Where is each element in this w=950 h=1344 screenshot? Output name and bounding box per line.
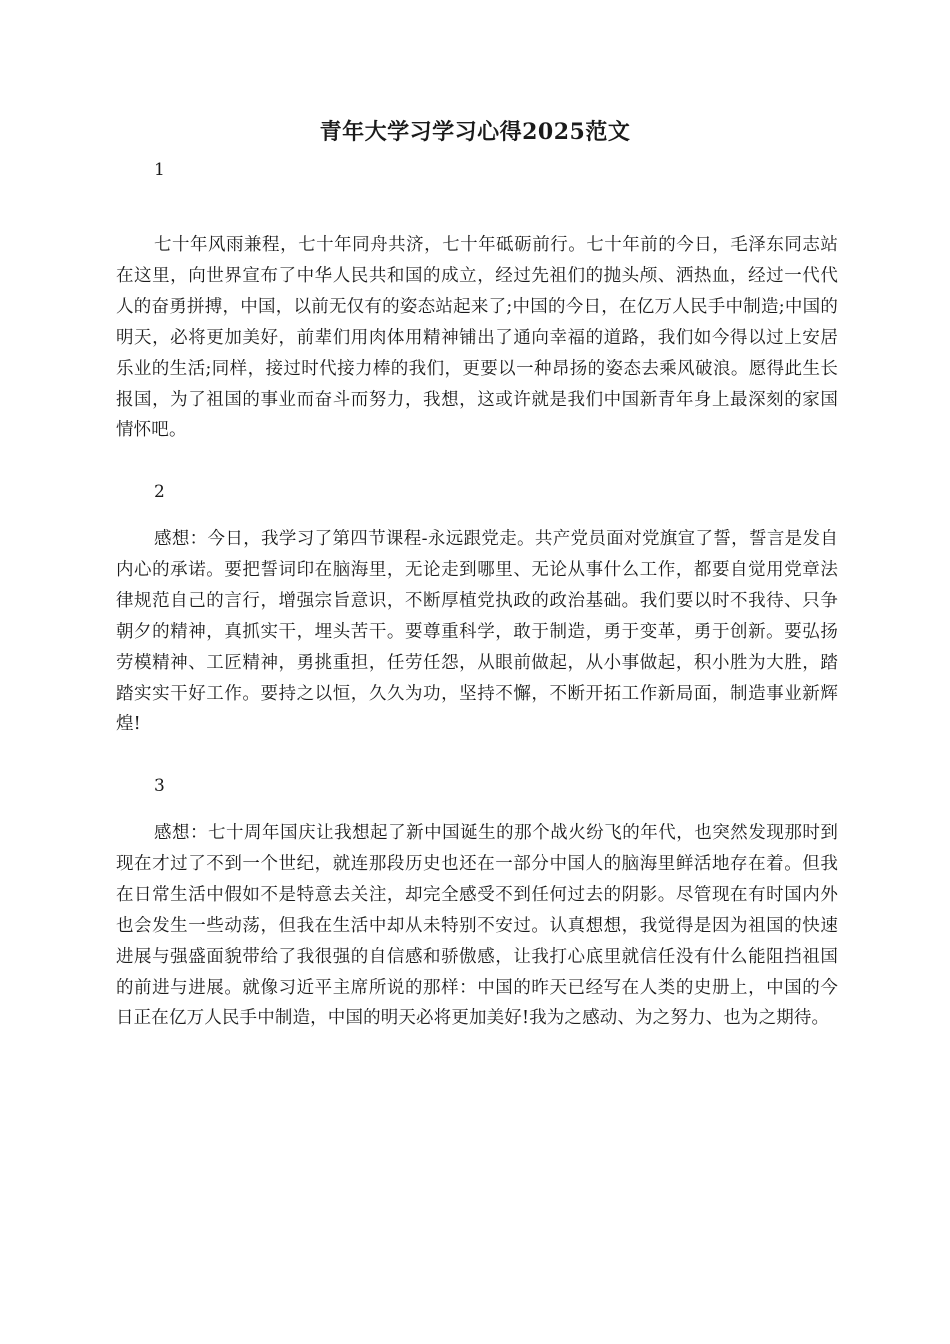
section-number-2: 2 (154, 482, 165, 502)
section-paragraph-2: 感想：今日，我学习了第四节课程-永远跟党走。共产党员面对党旗宣了誓，誓言是发自内心的承诺。要把誓词印在脑海里，无论走到哪里、无论从事什么工作，都要自觉用党章法律规范自己的言行，增强宗旨意识，不断厚植党执政的政治基础。我们要以时不我待、只争朝夕的精神，真抓实干，埋头苦干。要尊重科学，敢于制造，勇于变革，勇于创新。要弘扬劳模精神、工匠精神，勇挑重担，任劳任怨，从眼前做起，从小事做起，积小胜为大胜，踏踏实实干好工作。要持之以恒，久久为功，坚持不懈，不断开拓工作新局面，制造事业新辉煌! (116, 529, 838, 735)
section-paragraph-3: 感想：七十周年国庆让我想起了新中国诞生的那个战火纷飞的年代，也突然发现那时到现在才过了不到一个世纪，就连那段历史也还在一部分中国人的脑海里鲜活地存在着。但我在日常生活中假如不是特意去关注，却完全感受不到任何过去的阴影。尽管现在有时国内外也会发生一些动荡，但我在生活中却从未特别不安过。认真想想，我觉得是因为祖国的快速进展与强盛面貌带给了我很强的自信感和骄傲感，让我打心底里就信任没有什么能阻挡祖国的前进与进展。就像习近平主席所说的那样：中国的昨天已经写在人类的史册上，中国的今日正在亿万人民手中制造，中国的明天必将更加美好!我为之感动、为之努力、也为之期待。 (116, 823, 838, 1029)
section-paragraph-1: 七十年风雨兼程，七十年同舟共济，七十年砥砺前行。七十年前的今日，毛泽东同志站在这里，向世界宣布了中华人民共和国的成立，经过先祖们的抛头颅、洒热血，经过一代代人的奋勇拼搏，中国，以前无仅有的姿态站起来了;中国的今日，在亿万人民手中制造;中国的明天，必将更加美好，前辈们用肉体用精神铺出了通向幸福的道路，我们如今得以过上安居乐业的生活;同样，接过时代接力棒的我们，更要以一种昂扬的姿态去乘风破浪。愿得此生长报国，为了祖国的事业而奋斗而努力，我想，这或许就是我们中国新青年身上最深刻的家国情怀吧。 (116, 235, 838, 441)
section-number-3: 3 (154, 776, 165, 796)
document-title: 青年大学习学习心得2025范文 (319, 119, 631, 145)
section-number-1: 1 (154, 160, 165, 180)
